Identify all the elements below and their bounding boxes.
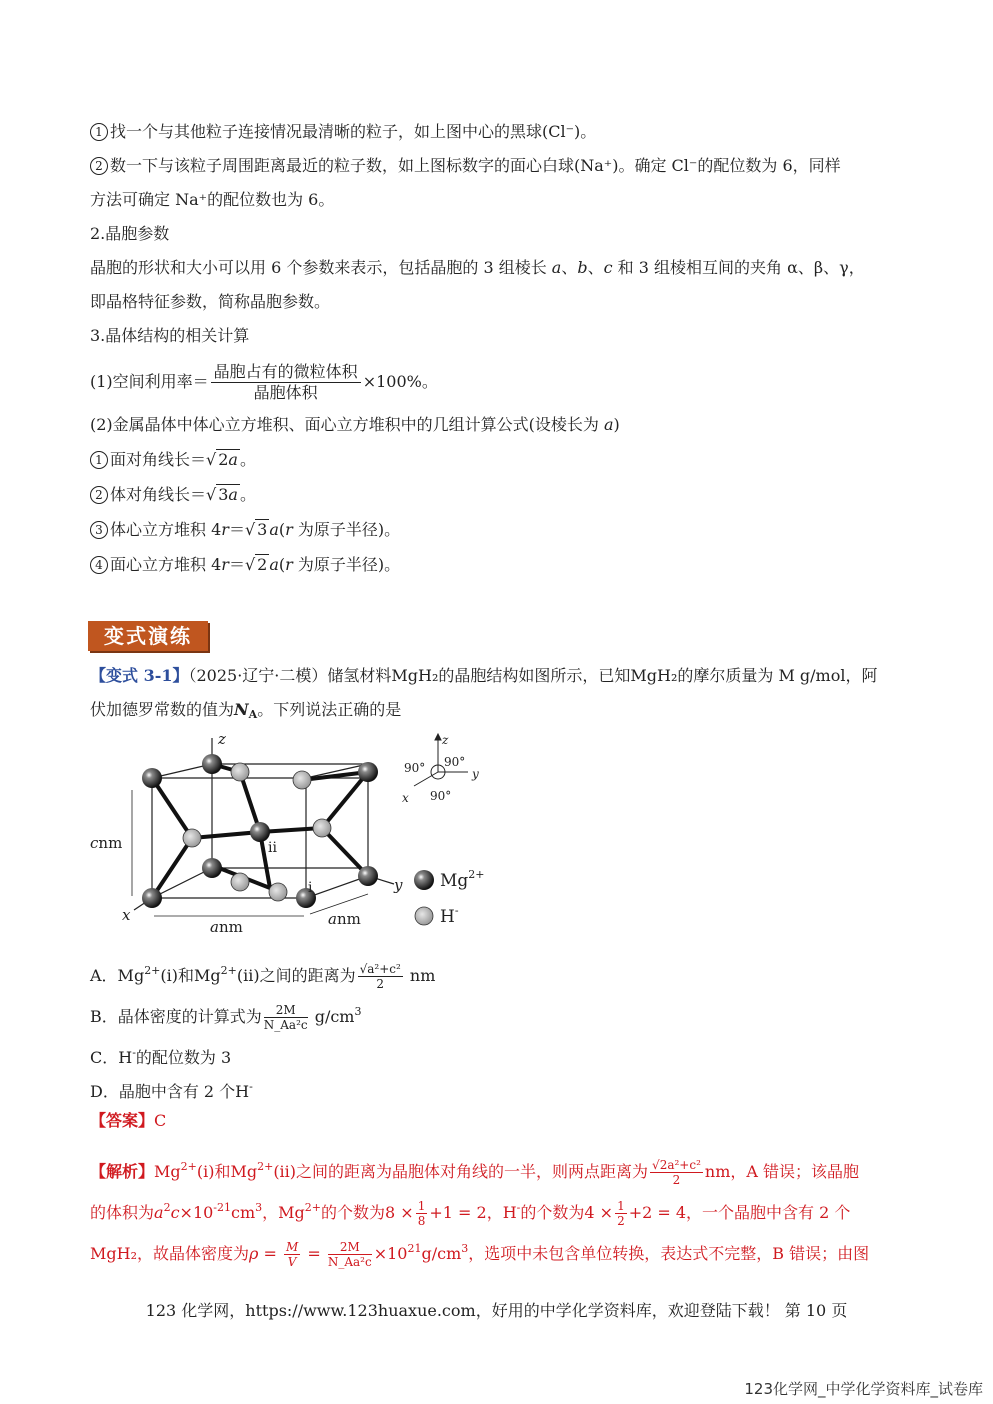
step-2: [90, 154, 841, 178]
analysis-line-2: 的体积为$a^2c\times 10^{-21}cm^3$，$Mg^{2+}$的个数为8 × $\frac{1}{8}$ +1 = 2，H-的个数为4 × $\frac{1}{2}$ +2 = 4，一个晶胞中含有 2 个: [90, 1199, 851, 1228]
section-body-cont: 即晶格特征参数，简称晶胞参数。: [90, 292, 331, 311]
section-banner: 变式演练: [88, 621, 208, 651]
fraction: $\frac{2M}{\text{N\_Aa²c}}$: [263, 1003, 308, 1032]
axis-z-label: z: [218, 730, 226, 748]
svg-text:x: x: [402, 791, 409, 805]
svg-text:90°: 90°: [404, 761, 426, 775]
analysis-line-1: 【解析】$Mg^{2+}(i)$和$Mg^{2+}(ii)$之间的距离为晶胞体对角线的一半，则两点距离为 $\frac{\text{√2a²+c²}}{2}$ nm，A 错误；该晶胞: [90, 1158, 860, 1187]
step-text: 找一个与其他粒子连接情况最清晰的粒子，如上图中心的黑球(Cl⁻)。: [110, 122, 597, 141]
fraction: $\frac{\text{√a²+c²}}{2}$: [359, 962, 401, 991]
formula-intro: (2)金属晶体中体心立方堆积、面心立方堆积中的几组计算公式(设棱长为 a): [90, 415, 620, 434]
axis-x-label: x: [122, 906, 131, 924]
option-b: B．晶体密度的计算式为 $\frac{2M}{\text{N\_Aa²c}}$ $g/cm^3$: [90, 1003, 362, 1032]
svg-text:y: y: [472, 767, 479, 781]
page-footer: 123 化学网，https://www.123huaxue.com，好用的中学化学资料库，欢迎登陆下载！ 第 10 页: [145, 1301, 848, 1320]
question-line-2: 伏加德罗常数的值为$N_A$。下列说法正确的是: [90, 700, 402, 721]
svg-text:90°: 90°: [430, 789, 452, 803]
svg-text:Mg2+: $Mg^{2+}$: [440, 868, 485, 891]
calc-1: 1 面对角线长＝√ 2a 。: [90, 448, 256, 472]
option-c: C．H-的配位数为 3: [90, 1046, 232, 1067]
step-2-cont: 方法可确定 Na⁺的配位数也为 6。: [90, 190, 335, 209]
calc-2: 2 体对角线长＝√ 3a 。: [90, 483, 256, 507]
answer: 【答案】C: [90, 1111, 167, 1130]
svg-text:anm: anm: [210, 918, 243, 936]
legend: [414, 868, 485, 927]
axis-y-label: y: [394, 876, 403, 894]
circled-number: 1: [90, 123, 108, 141]
step-1: [90, 120, 596, 144]
calc-3: 3 体心立方堆积 4r＝√ 3 a(r 为原子半径)。: [90, 518, 400, 542]
section-title: 2.晶胞参数: [90, 224, 170, 243]
svg-text:z: z: [442, 733, 449, 747]
section-body: 晶胞的形状和大小可以用 6 个参数来表示，包括晶胞的 3 组棱长 a、b、c 和 3 组棱相互间的夹角 α、β、γ，: [90, 258, 865, 277]
label-i: i: [308, 880, 313, 896]
fraction: $\frac{\text{晶胞占有的微粒体积}}{\text{晶胞体积}}$: [211, 362, 361, 403]
svg-text:H-: H-: [440, 904, 459, 927]
question-line-1: 【变式 3-1】（2025·辽宁·二模）储氢材料MgH₂的晶胞结构如图所示，已知MgH₂的摩尔质量为 M g/mol，阿: [90, 666, 878, 685]
option-d: D．晶胞中含有 2 个H-: [90, 1080, 253, 1101]
svg-text:cnm: cnm: [90, 834, 123, 852]
legend-h-marker: [415, 907, 433, 925]
option-a: A．$Mg^{2+}(i)$和$Mg^{2+}(ii)$之间的距离为 $\frac{\text{√a²+c²}}{2}$ nm: [90, 962, 436, 991]
crystal-structure-figure: [88, 728, 508, 940]
legend-mg-marker: [414, 870, 434, 890]
calc-4: 4 面心立方堆积 4r＝√ 2 a(r 为原子半径)。: [90, 553, 400, 577]
circled-number: 2: [90, 157, 108, 175]
svg-text:90°: 90°: [444, 755, 466, 769]
section-title: 3.晶体结构的相关计算: [90, 326, 250, 345]
label-ii: ii: [268, 840, 277, 856]
watermark-corner: 123化学网_中学化学资料库_试卷库: [744, 1380, 983, 1398]
svg-text:anm: anm: [328, 910, 361, 928]
analysis-line-3: MgH₂，故晶体密度为ρ = $\frac{M}{V}$ = $\frac{2M}{\text{N\_Aa²c}}$ $\times 10^{21}g/cm^3$，选项中未包含单位转换，表达式不完整，B 错误；由图: [90, 1240, 870, 1269]
question-tag: 【变式 3-1】: [90, 666, 189, 685]
step-text: 数一下与该粒子周围距离最近的粒子数，如上图标数字的面心白球(Na⁺)。确定 Cl⁻的配位数为 6，同样: [110, 156, 841, 175]
formula-space-utilization: (1)空间利用率＝ $\frac{\text{晶胞占有的微粒体积}}{\text{晶胞体积}}$ ×100%。: [90, 362, 438, 402]
